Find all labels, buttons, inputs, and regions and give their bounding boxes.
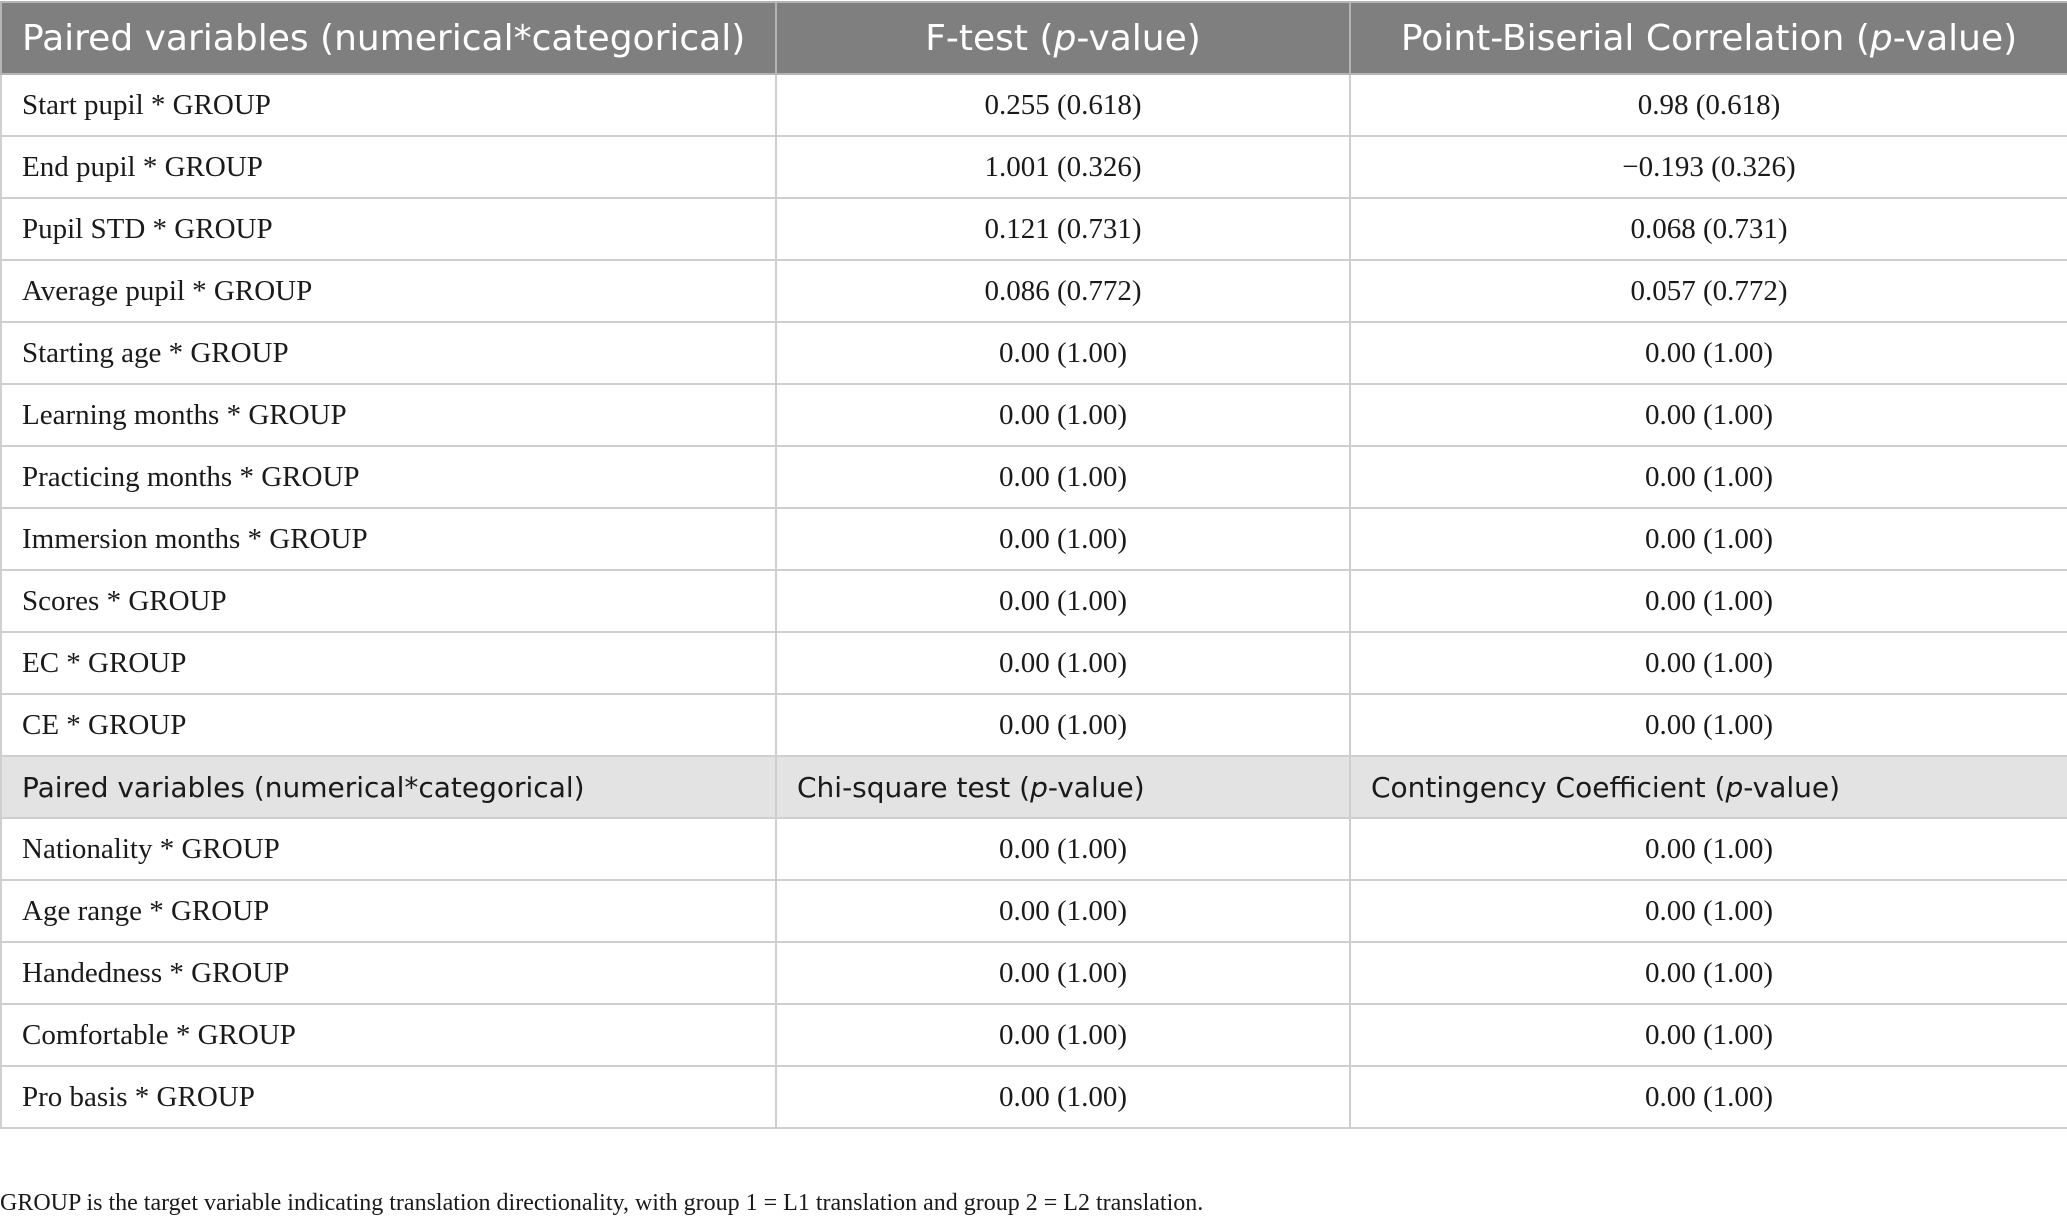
- table-row: [1, 260, 2067, 322]
- row-f-test-value: 0.00 (1.00): [776, 570, 1350, 632]
- table-row: [1, 1066, 2067, 1128]
- row-variable: Practicing months * GROUP: [1, 446, 776, 508]
- row-chi-value: 0.00 (1.00): [776, 1066, 1350, 1128]
- table-row: [1, 384, 2067, 446]
- row-variable: Immersion months * GROUP: [1, 508, 776, 570]
- row-variable: EC * GROUP: [1, 632, 776, 694]
- header-pbc-post: -value): [1892, 17, 2018, 59]
- subheader-contingency: [1350, 756, 2067, 818]
- row-pbc-value: 0.00 (1.00): [1350, 384, 2067, 446]
- row-cc-value: 0.00 (1.00): [1350, 1004, 2067, 1066]
- row-chi-value: 0.00 (1.00): [776, 1004, 1350, 1066]
- header-f-test-pre: F-test (: [925, 17, 1054, 59]
- row-pbc-value: 0.068 (0.731): [1350, 198, 2067, 260]
- row-variable: Comfortable * GROUP: [1, 1004, 776, 1066]
- row-chi-value: 0.00 (1.00): [776, 942, 1350, 1004]
- table-row: [1, 818, 2067, 880]
- row-cc-value: 0.00 (1.00): [1350, 818, 2067, 880]
- row-variable: Starting age * GROUP: [1, 322, 776, 384]
- row-pbc-value: 0.98 (0.618): [1350, 74, 2067, 136]
- subheader-chi-p: p: [1030, 770, 1048, 804]
- row-pbc-value: 0.00 (1.00): [1350, 632, 2067, 694]
- row-f-test-value: 0.00 (1.00): [776, 446, 1350, 508]
- header-paired-variables: Paired variables (numerical*categorical): [1, 2, 776, 74]
- table-row: [1, 880, 2067, 942]
- header-f-test-p: p: [1053, 17, 1077, 59]
- row-f-test-value: 0.086 (0.772): [776, 260, 1350, 322]
- table-row: [1, 136, 2067, 198]
- row-f-test-value: 1.001 (0.326): [776, 136, 1350, 198]
- row-variable: Age range * GROUP: [1, 880, 776, 942]
- row-cc-value: 0.00 (1.00): [1350, 942, 2067, 1004]
- header-point-biserial: [1350, 2, 2067, 74]
- row-variable: Nationality * GROUP: [1, 818, 776, 880]
- table-row: [1, 198, 2067, 260]
- subheader-cc-post: -value): [1743, 770, 1841, 804]
- row-variable: Pupil STD * GROUP: [1, 198, 776, 260]
- table-row: [1, 570, 2067, 632]
- row-pbc-value: 0.00 (1.00): [1350, 508, 2067, 570]
- row-f-test-value: 0.255 (0.618): [776, 74, 1350, 136]
- header-pbc-p: p: [1869, 17, 1893, 59]
- table-row: [1, 322, 2067, 384]
- row-variable: Learning months * GROUP: [1, 384, 776, 446]
- results-table: [0, 1, 2067, 1129]
- subheader-chi-post: -value): [1047, 770, 1145, 804]
- row-chi-value: 0.00 (1.00): [776, 818, 1350, 880]
- row-cc-value: 0.00 (1.00): [1350, 880, 2067, 942]
- row-pbc-value: 0.00 (1.00): [1350, 446, 2067, 508]
- subheader-cc-p: p: [1725, 770, 1744, 804]
- row-pbc-value: 0.00 (1.00): [1350, 322, 2067, 384]
- row-variable: Handedness * GROUP: [1, 942, 776, 1004]
- row-variable: Scores * GROUP: [1, 570, 776, 632]
- row-f-test-value: 0.00 (1.00): [776, 632, 1350, 694]
- table-row: [1, 74, 2067, 136]
- row-f-test-value: 0.121 (0.731): [776, 198, 1350, 260]
- subheader-paired-variables: Paired variables (numerical*categorical): [1, 756, 776, 818]
- table-row: [1, 632, 2067, 694]
- row-cc-value: 0.00 (1.00): [1350, 1066, 2067, 1128]
- header-pbc-pre: Point-Biserial Correlation (: [1400, 17, 1870, 59]
- header-f-test: [776, 2, 1350, 74]
- table-header-row: [1, 2, 2067, 74]
- subheader-cc-pre: Contingency Coefficient (: [1371, 770, 1726, 804]
- row-pbc-value: 0.00 (1.00): [1350, 694, 2067, 756]
- row-pbc-value: −0.193 (0.326): [1350, 136, 2067, 198]
- row-variable: Average pupil * GROUP: [1, 260, 776, 322]
- row-variable: Pro basis * GROUP: [1, 1066, 776, 1128]
- row-f-test-value: 0.00 (1.00): [776, 384, 1350, 446]
- row-variable: CE * GROUP: [1, 694, 776, 756]
- table-row: [1, 942, 2067, 1004]
- table-row: [1, 508, 2067, 570]
- table-footnote: GROUP is the target variable indicating translation directionality, with group 1 = L1 translation and group 2 = L2 translation.: [0, 1190, 1204, 1216]
- row-variable: End pupil * GROUP: [1, 136, 776, 198]
- row-chi-value: 0.00 (1.00): [776, 880, 1350, 942]
- row-f-test-value: 0.00 (1.00): [776, 322, 1350, 384]
- table-row: [1, 694, 2067, 756]
- table-row: [1, 1004, 2067, 1066]
- row-f-test-value: 0.00 (1.00): [776, 694, 1350, 756]
- row-pbc-value: 0.057 (0.772): [1350, 260, 2067, 322]
- table-subheader-row: [1, 756, 2067, 818]
- row-variable: Start pupil * GROUP: [1, 74, 776, 136]
- table-row: [1, 446, 2067, 508]
- header-f-test-post: -value): [1076, 17, 1201, 59]
- subheader-chi-pre: Chi-square test (: [797, 770, 1031, 804]
- subheader-chi-square: [776, 756, 1350, 818]
- row-f-test-value: 0.00 (1.00): [776, 508, 1350, 570]
- row-pbc-value: 0.00 (1.00): [1350, 570, 2067, 632]
